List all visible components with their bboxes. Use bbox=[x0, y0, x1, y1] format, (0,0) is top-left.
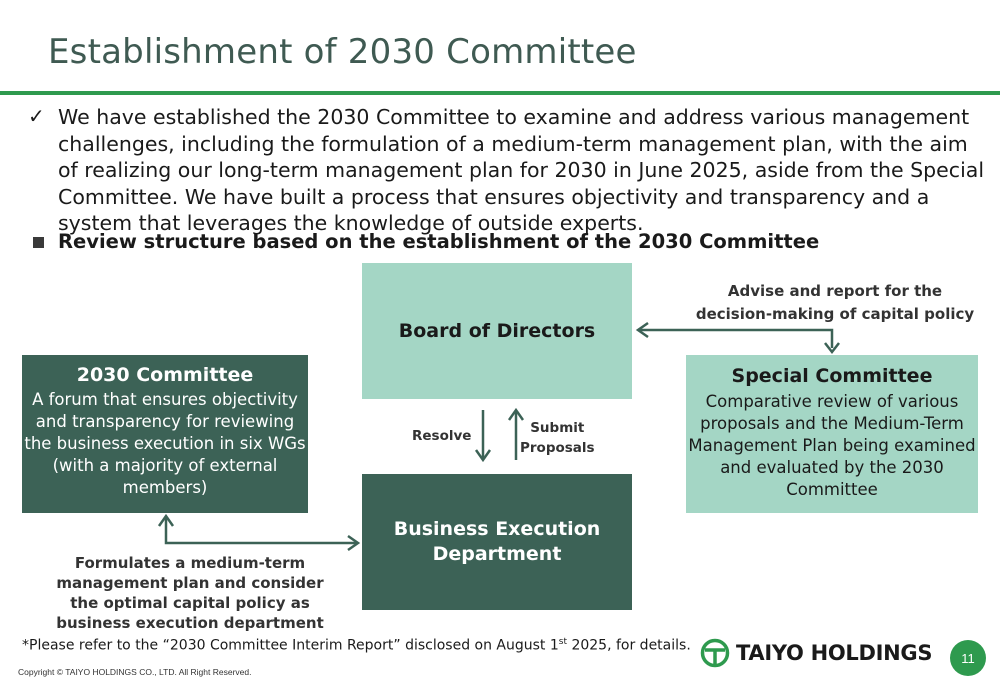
company-logo bbox=[700, 638, 932, 668]
submit-label bbox=[520, 418, 595, 458]
section-subheading: Review structure based on the establishment of the 2030 Committee bbox=[58, 230, 820, 253]
special-committee-description: Comparative review of various proposals and the Medium-Term Management Plan being examined and evaluated by the 2030 Committee bbox=[688, 392, 976, 499]
business-execution-label-line1: Business Execution bbox=[393, 518, 601, 540]
submit-label-line1: Submit bbox=[530, 420, 585, 436]
page-title: Establishment of 2030 Committee bbox=[48, 32, 637, 72]
footnote-text: *Please refer to the “2030 Committee Interim Report” disclosed on August 1 bbox=[22, 637, 559, 654]
advise-connector bbox=[640, 330, 832, 348]
page-number-badge: 11 bbox=[950, 640, 986, 676]
special-committee-title: Special Committee bbox=[731, 365, 933, 387]
committee-2030-title: 2030 Committee bbox=[76, 364, 254, 386]
footnote-tail: 2025, for details. bbox=[567, 637, 691, 654]
advise-label-line1: Advise and report for the bbox=[727, 282, 943, 300]
business-execution-label-line2: Department bbox=[432, 543, 562, 565]
intro-paragraph: We have established the 2030 Committee to examine and address various management challenges, including the formulation of a medium-term management plan, with the aim of realizing our long-term management plan for 2030 in June 2025, aside from the Special Committee. We have built a process that ensures objectivity and transparency and a system that leverages the knowledge of outside experts. bbox=[58, 105, 985, 235]
advise-label bbox=[690, 280, 980, 326]
submit-label-line2: Proposals bbox=[520, 440, 595, 456]
checkmark-icon: ✓ bbox=[28, 104, 45, 128]
formulate-connector bbox=[166, 518, 356, 543]
board-of-directors-box bbox=[362, 263, 632, 399]
logo-text: TAIYO HOLDINGS bbox=[736, 641, 933, 665]
business-execution-box bbox=[362, 474, 632, 610]
resolve-label: Resolve bbox=[412, 428, 472, 444]
formulates-label: Formulates a medium-term management plan and consider the optimal capital policy as business execution department bbox=[56, 554, 324, 632]
footnote-superscript: st bbox=[558, 637, 567, 647]
copyright-text: Copyright © TAIYO HOLDINGS CO., LTD. All Right Reserved. bbox=[18, 667, 252, 677]
special-committee-box bbox=[686, 355, 978, 513]
board-label: Board of Directors bbox=[398, 320, 596, 342]
committee-2030-box bbox=[22, 355, 308, 513]
advise-label-line2: decision-making of capital policy bbox=[695, 305, 975, 323]
taiyo-logo-icon bbox=[700, 638, 730, 668]
committee-2030-description: A forum that ensures objectivity and transparency for reviewing the business execution in six WGs (with a majority of external members) bbox=[24, 390, 306, 497]
footnote bbox=[22, 637, 691, 654]
